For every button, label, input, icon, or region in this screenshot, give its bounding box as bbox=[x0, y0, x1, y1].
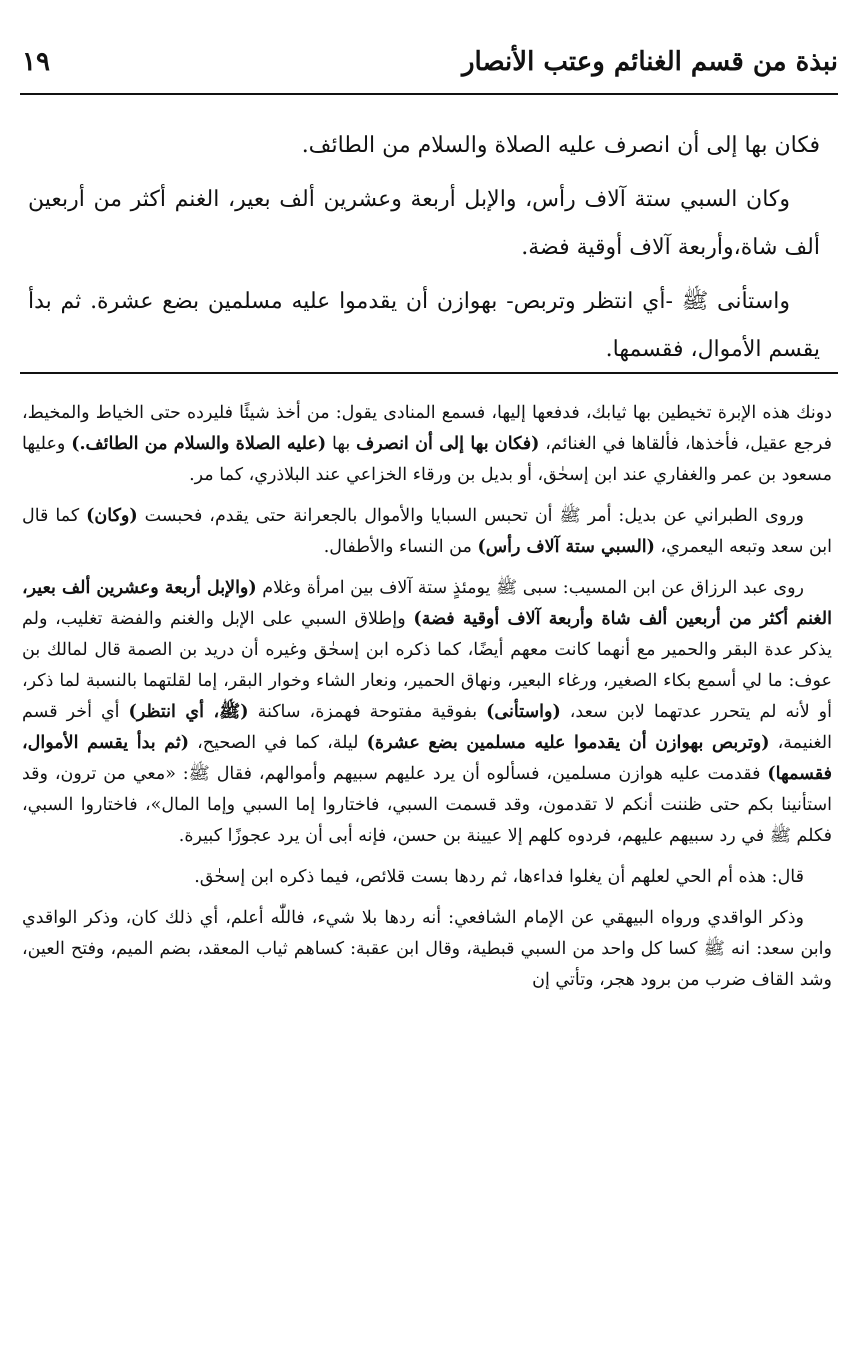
commentary-text bbox=[22, 398, 832, 1006]
main-text bbox=[28, 122, 820, 380]
page-header bbox=[22, 38, 838, 86]
quoted-main-text: (والإبل أربعة وعشرين ألف بعير، الغنم أكثر من أربعين ألف شاة وأربعة آلاف أوقية فضة) bbox=[22, 578, 832, 629]
quoted-main-text: (ثم بدأ يقسم الأموال، فقسمها) bbox=[22, 733, 832, 784]
commentary-text-run: وإطلاق السبي على الإبل والغنم والفضة تغليب، ولم يذكر عدة البقر والحمير مع أنهما كانت معهم أيضًا، كما ذكره ابن إسحٰق وغيره أن دريد بن الصمة قال لمالك بن عوف: ما لي أسمع بكاء الصغير، ورغاء البعير، ونهاق الحمير، ونعار الشاء وخوار البقر، إما لقلتهما بالنسبة لما ذكر، أو لأنه لم يتحرر عدتهما لابن سعد، bbox=[22, 609, 832, 722]
commentary-text-run: فقدمت عليه هوازن مسلمين، فسألوه أن يرد عليهم سبيهم وأموالهم، فقال ﷺ: «معي من ترون، وقد استأنينا بكم حتى ظننت أنكم لا تقدمون، وقد قسمت السبي، فاختاروا إما السبي وإما المال»، فاختاروا السبي، فكلم ﷺ في رد سبيهم عليهم، فردوه كلهم إلا عيينة بن حسن، فإنه أبى أن يرد عجوزًا كبيرة. bbox=[22, 764, 832, 846]
commentary-text-run: ليلة، كما في الصحيح، bbox=[189, 733, 367, 753]
commentary-paragraph: قال: هذه أم الحي لعلهم أن يغلوا فداءها، ثم ردها بست قلائص، فيما ذكره ابن إسحٰق. bbox=[194, 867, 804, 887]
commentary-text-run: روى عبد الرزاق عن ابن المسيب: سبى ﷺ يومئذٍ ستة آلاف بين امرأة وغلام bbox=[256, 578, 805, 598]
commentary-text-run: وعليها مسعود بن عمر والغفاري عند ابن إسحٰق، أو بديل بن ورقاء الخزاعي عند البلاذري، كما مر. bbox=[22, 434, 832, 485]
quoted-main-text: (واستأنى) bbox=[486, 702, 561, 722]
running-title: نبذة من قسم الغنائم وعتب الأنصار bbox=[461, 47, 838, 77]
quoted-main-text: (ﷺ، أي انتظر) bbox=[128, 702, 249, 722]
quoted-main-text: (فكان بها إلى أن انصرف bbox=[356, 434, 540, 454]
quoted-main-text: (وتربص بهوازن أن يقدموا عليه مسلمين بضع عشرة) bbox=[366, 733, 770, 753]
commentary-paragraph bbox=[22, 398, 832, 491]
commentary-paragraph: وذكر الواقدي ورواه البيهقي عن الإمام الشافعي: أنه ردها بلا شيء، فاللّٰه أعلم، أي ذلك كان، وذكر الواقدي وابن سعد: انه ﷺ كسا كل واحد من السبي قبطية، وقال ابن عقبة: كساهم ثياب المعقد، بضم الميم، وفتح العين، وشد القاف ضرب من برود هجر، وتأتي إن bbox=[22, 908, 832, 990]
commentary-text-run: من النساء والأطفال. bbox=[323, 537, 478, 557]
commentary-text-run: أي أخر قسم الغنيمة، bbox=[22, 702, 832, 753]
commentary-divider bbox=[20, 372, 838, 374]
commentary-text-run: كما قال ابن سعد وتبعه اليعمري، bbox=[22, 506, 832, 557]
quoted-main-text: (وكان) bbox=[86, 506, 138, 526]
quoted-main-text: (عليه الصلاة والسلام من الطائف.) bbox=[71, 434, 327, 454]
page-number: ١٩ bbox=[22, 47, 50, 77]
commentary-paragraph bbox=[22, 501, 832, 563]
commentary-text-run: بفوقية مفتوحة فهمزة، ساكنة bbox=[248, 702, 487, 722]
quoted-main-text: (السبي ستة آلاف رأس) bbox=[477, 537, 655, 557]
main-paragraph: وكان السبي ستة آلاف رأس، والإبل أربعة وعشرين ألف بعير، الغنم أكثر من أربعين ألف شاة،وأربعة آلاف أوقية فضة. bbox=[28, 187, 820, 260]
commentary-text-run: دونك هذه الإبرة تخيطين بها ثيابك، فدفعها إليها، فسمع المنادى يقول: من أخذ شيئًا فليرده حتى الخياط والمخيط، فرجع عقيل، فأخذها، فألقاها في الغنائم، bbox=[22, 403, 832, 454]
main-paragraph: واستأنى ﷺ -أي انتظر وتربص- بهوازن أن يقدموا عليه مسلمين بضع عشرة. ثم بدأ يقسم الأموال، فقسمها. bbox=[28, 289, 820, 362]
header-rule bbox=[20, 93, 838, 95]
commentary-paragraph bbox=[22, 573, 832, 852]
commentary-text-run: وروى الطبراني عن بديل: أمر ﷺ أن تحبس السبايا والأموال بالجعرانة حتى يقدم، فحبست bbox=[137, 506, 804, 526]
commentary-text-run: بها bbox=[326, 434, 357, 454]
main-paragraph: فكان بها إلى أن انصرف عليه الصلاة والسلام من الطائف. bbox=[301, 133, 820, 158]
